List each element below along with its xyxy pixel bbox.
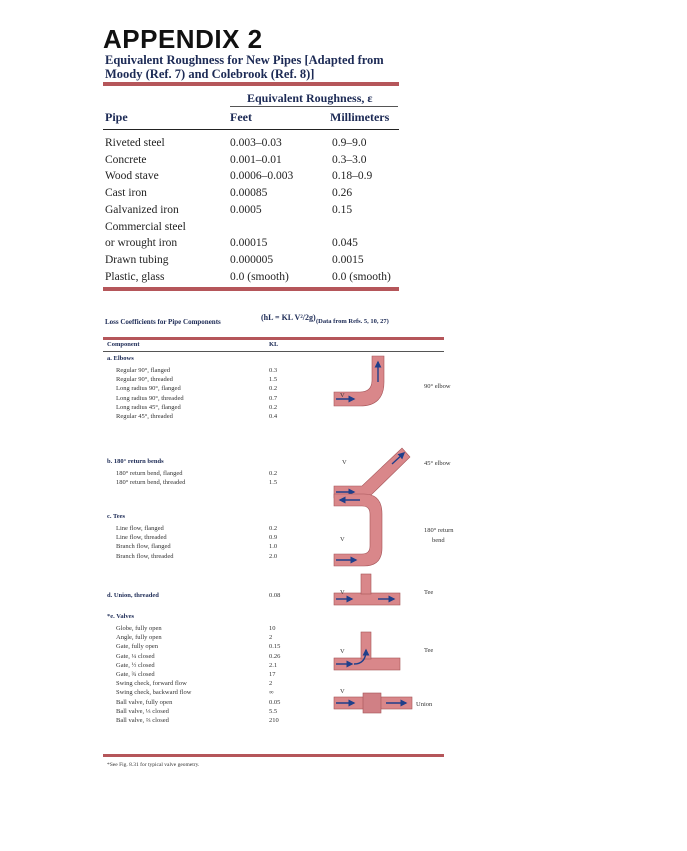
table2-footnote: *See Fig. 8.31 for typical valve geometry. <box>107 762 200 768</box>
table2-component-name: 180° return bend, threaded <box>116 479 186 487</box>
table1-header-mm: Millimeters <box>330 110 390 124</box>
table1-row-roughness-feet: 0.003–0.03 <box>230 137 282 149</box>
table1-row-roughness-mm: 0.18–0.9 <box>332 170 373 183</box>
table1-title: Equivalent Roughness for New Pipes [Adapted from Moody (Ref. 7) and Colebrook (Ref. 8)] <box>105 53 384 81</box>
table1-row-roughness-mm: 0.26 <box>332 187 353 200</box>
label-union: Union <box>416 701 433 708</box>
elbow-45-figure <box>334 448 410 498</box>
table2-component-k: 0.3 <box>269 367 278 374</box>
table2-component-k: 0.2 <box>269 385 278 393</box>
table2-component-name: Long radius 90°, threaded <box>116 394 184 402</box>
table1-row-roughness-mm: 0.3–3.0 <box>332 153 367 166</box>
table2-section-k: 0.08 <box>269 592 281 599</box>
table1-row-pipe-name: Wood stave <box>105 170 159 183</box>
table1-row-roughness-feet: 0.00085 <box>230 187 268 200</box>
table1-group-header: Equivalent Roughness, ε <box>247 91 373 105</box>
table2-formula: (hL = KL V²/2g) <box>261 313 316 322</box>
label-return-bend-1: 180° return <box>424 527 454 534</box>
velocity-label-return: V <box>340 536 345 543</box>
table1-row-roughness-mm: 0.9–9.0 <box>332 137 367 149</box>
table2-component-name: Gate, ½ closed <box>116 661 155 669</box>
label-tee-1: Tee <box>424 589 434 596</box>
table1-row-pipe-name: Plastic, glass <box>105 270 165 283</box>
table1-row-pipe-name: or wrought iron <box>105 237 178 250</box>
table2-component-name: Gate, ¾ closed <box>116 671 155 678</box>
table2-component-name: Long radius 90°, flanged <box>116 385 181 393</box>
table1-bottom-rule <box>103 287 399 291</box>
table2-component-k: 0.05 <box>269 698 281 706</box>
table1-row-roughness-mm: 0.0 (smooth) <box>332 270 391 283</box>
table1-row-roughness-feet: 0.0005 <box>230 203 262 216</box>
table2-component-k: ∞ <box>269 689 274 697</box>
table2-section-heading: d. Union, threaded <box>107 592 159 599</box>
table1-row-roughness-feet: 0.000005 <box>230 253 274 266</box>
table1-row-roughness-feet: 0.00015 <box>230 237 268 250</box>
appendix-title: APPENDIX 2 <box>103 24 263 54</box>
table1-row-pipe-name: Commercial steel <box>105 220 186 233</box>
table2-component-name: Swing check, backward flow <box>116 689 192 697</box>
table2-component-name: Gate, fully open <box>116 643 159 651</box>
table2-component-k: 0.26 <box>269 652 281 660</box>
table1-group-rule <box>230 106 398 107</box>
table2-header-component: Component <box>107 341 140 348</box>
table2-section-heading: b. 180° return bends <box>107 458 164 465</box>
table2-component-k: 1.5 <box>269 479 278 487</box>
table1-row-pipe-name: Galvanized iron <box>105 203 179 216</box>
table2-component-k: 0.4 <box>269 413 278 420</box>
table1-header-rule <box>103 129 399 130</box>
table2-component-k: 1.0 <box>269 543 278 551</box>
table2-component-name: Line flow, threaded <box>116 534 167 542</box>
table1-header-pipe: Pipe <box>105 110 128 124</box>
table1-row-pipe-name: Concrete <box>105 153 147 166</box>
table2-component-name: Regular 90°, threaded <box>116 376 173 384</box>
velocity-label-elbow45: V <box>342 459 347 466</box>
table1-header-feet: Feet <box>230 110 252 124</box>
label-45-elbow: 45° elbow <box>424 460 451 467</box>
table2-component-name: Regular 90°, flanged <box>116 367 171 374</box>
table2-component-k: 5.5 <box>269 707 278 715</box>
label-return-bend-2: bend <box>432 537 445 544</box>
table2-component-k: 0.9 <box>269 534 278 542</box>
table2-component-k: 17 <box>269 671 276 678</box>
table1-row-roughness-mm: 0.0015 <box>332 253 364 266</box>
table2-section-heading: c. Tees <box>107 513 126 520</box>
table2-section-heading: *e. Valves <box>107 613 135 620</box>
return-bend-figure <box>334 494 382 566</box>
table2-component-k: 0.2 <box>269 403 278 411</box>
table2-component-name: 180° return bend, flanged <box>116 470 183 477</box>
table1-row-roughness-feet: 0.001–0.01 <box>230 153 282 166</box>
table2-component-name: Regular 45°, threaded <box>116 413 173 420</box>
table2-component-k: 210 <box>269 717 279 724</box>
table2-component-name: Gate, ¼ closed <box>116 652 155 660</box>
table1-row-roughness-feet: 0.0006–0.003 <box>230 170 294 183</box>
union-figure <box>334 693 412 713</box>
table2-component-name: Ball valve, fully open <box>116 698 173 706</box>
table2-component-name: Long radius 45°, flanged <box>116 403 181 411</box>
table2-component-name: Line flow, flanged <box>116 525 164 532</box>
velocity-label-union: V <box>340 688 345 695</box>
table2-component-k: 2.0 <box>269 552 278 560</box>
label-tee-2: Tee <box>424 647 434 654</box>
velocity-label-elbow90: V <box>340 392 345 399</box>
velocity-label-tee2: V <box>340 648 345 655</box>
table2-component-k: 0.2 <box>269 470 278 477</box>
table2-component-k: 2 <box>269 634 273 642</box>
velocity-label-tee1: V <box>340 589 345 596</box>
table2-component-k: 2.1 <box>269 661 278 669</box>
table1-row-roughness-feet: 0.0 (smooth) <box>230 270 289 283</box>
table1-row-pipe-name: Drawn tubing <box>105 253 169 266</box>
table2-top-rule <box>103 337 444 340</box>
table1-row-pipe-name: Cast iron <box>105 187 147 200</box>
table2-component-name: Ball valve, ⅓ closed <box>116 707 169 715</box>
table2-component-name: Globe, fully open <box>116 625 162 632</box>
table2-component-k: 1.5 <box>269 376 278 384</box>
table1-row-roughness-mm: 0.15 <box>332 203 353 216</box>
table2-source: (Data from Refs. 5, 10, 27) <box>316 318 389 325</box>
table2-component-k: 0.7 <box>269 394 278 402</box>
table2-component-name: Branch flow, flanged <box>116 543 171 551</box>
table2-component-k: 0.2 <box>269 525 278 532</box>
table1-row-pipe-name: Riveted steel <box>105 137 165 149</box>
table1-row-roughness-mm: 0.045 <box>332 237 358 250</box>
table2-header-k: KL <box>269 341 279 348</box>
table2-title: Loss Coefficients for Pipe Components <box>105 318 221 326</box>
table2-component-name: Swing check, forward flow <box>116 680 187 688</box>
table2-component-k: 10 <box>269 625 276 632</box>
table2-bottom-rule <box>103 754 444 757</box>
table2-component-name: Branch flow, threaded <box>116 552 174 560</box>
table1-top-rule <box>103 82 399 86</box>
table2-component-name: Angle, fully open <box>116 634 162 642</box>
table2-component-k: 0.15 <box>269 643 281 651</box>
table2-component-name: Ball valve, ⅔ closed <box>116 717 169 724</box>
label-90-elbow: 90° elbow <box>424 383 451 390</box>
table2-section-heading: a. Elbows <box>107 355 134 362</box>
table2-component-k: 2 <box>269 680 273 688</box>
